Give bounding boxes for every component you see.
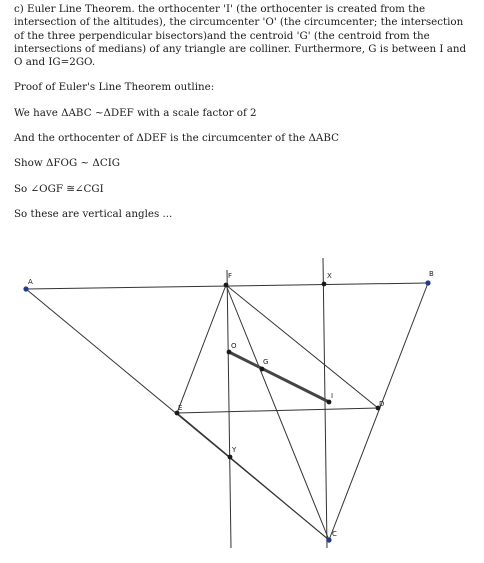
proof-step-2: And the orthocenter of ΔDEF is the circumcenter of the ΔABC — [14, 132, 339, 145]
label-i: I — [331, 392, 334, 400]
label-f: F — [228, 272, 233, 280]
point-f — [224, 283, 229, 288]
label-c: C — [332, 530, 337, 538]
proof-step-4: So ∠OGF ≅∠CGI — [14, 182, 104, 195]
euler-line-segment — [229, 352, 329, 402]
label-x: X — [327, 272, 332, 280]
label-d: D — [379, 400, 385, 408]
point-g — [260, 367, 265, 372]
side-bc — [329, 283, 428, 540]
median-fc — [226, 285, 329, 540]
point-a — [23, 286, 28, 291]
euler-line-diagram — [0, 250, 484, 563]
proof-step-1: We have ΔABC ~ΔDEF with a scale factor of 2 — [14, 106, 257, 119]
vertical-line-through-x — [323, 258, 327, 548]
proof-step-3: Show ΔFOG ~ ΔCIG — [14, 157, 121, 170]
label-b: B — [429, 270, 434, 278]
point-b — [425, 280, 430, 285]
proof-step-5: So these are vertical angles ... — [14, 207, 173, 220]
vertical-line-through-f — [227, 270, 231, 548]
theorem-text — [14, 0, 476, 221]
point-i — [327, 400, 332, 405]
segment-ec — [177, 413, 329, 540]
proof-heading: Proof of Euler's Line Theorem outline: — [14, 81, 215, 94]
side-ef — [177, 285, 226, 413]
label-o: O — [231, 342, 237, 350]
point-y — [228, 455, 233, 460]
label-y: Y — [232, 446, 237, 454]
label-g: G — [263, 358, 269, 366]
point-o — [227, 350, 232, 355]
theorem-statement: c) Euler Line Theorem. the orthocenter 'I' (the orthocenter is created from the intersection of the altitudes), the circumcenter 'O' (the circumcenter; the intersection of the three perpendicular bisectors)and the centroid 'G' (the centroid from the intersections of medians) of any triangle are colliner. Furthermore, G is between I and O and IG=2GO. — [14, 3, 467, 69]
point-c — [326, 537, 331, 542]
point-x — [322, 282, 327, 287]
label-a: A — [28, 278, 33, 286]
label-e: E — [178, 404, 183, 412]
